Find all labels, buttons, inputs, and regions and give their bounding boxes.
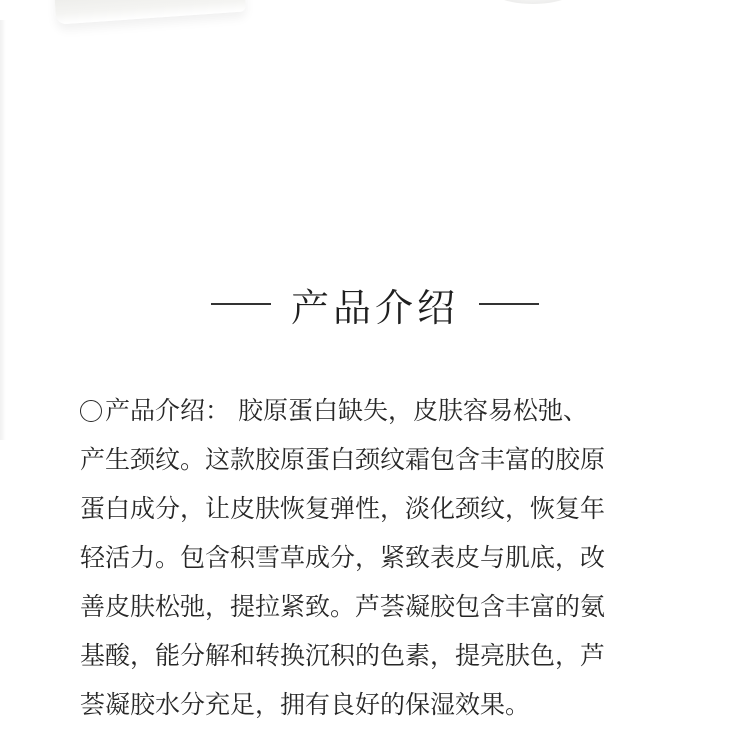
description-line: 轻活力。包含积雪草成分，紧致表皮与肌底，改 (80, 543, 606, 572)
description-line-text: 产品介绍： 胶原蛋白缺失，皮肤容易松弛、 (105, 396, 588, 425)
product-description (80, 386, 680, 729)
description-line: 蛋白成分，让皮肤恢复弹性，淡化颈纹，恢复年 (80, 494, 606, 523)
description-line: 善皮肤松弛，提拉紧致。芦荟凝胶包含丰富的氨 (80, 592, 606, 621)
section-header (0, 276, 750, 332)
description-line (80, 386, 680, 435)
product-photo-edge (54, 0, 246, 25)
title-rule-left (211, 303, 271, 305)
section-title: 产品介绍 (290, 285, 459, 330)
circle-icon (80, 400, 102, 422)
photo-shadow (0, 20, 6, 440)
product-photo-edge-right (488, 0, 578, 4)
description-line: 荟凝胶水分充足，拥有良好的保湿效果。 (80, 690, 531, 719)
title-rule-right (479, 303, 539, 305)
description-line: 产生颈纹。这款胶原蛋白颈纹霜包含丰富的胶原 (80, 445, 606, 474)
description-line: 基酸，能分解和转换沉积的色素，提亮肤色，芦 (80, 641, 606, 670)
